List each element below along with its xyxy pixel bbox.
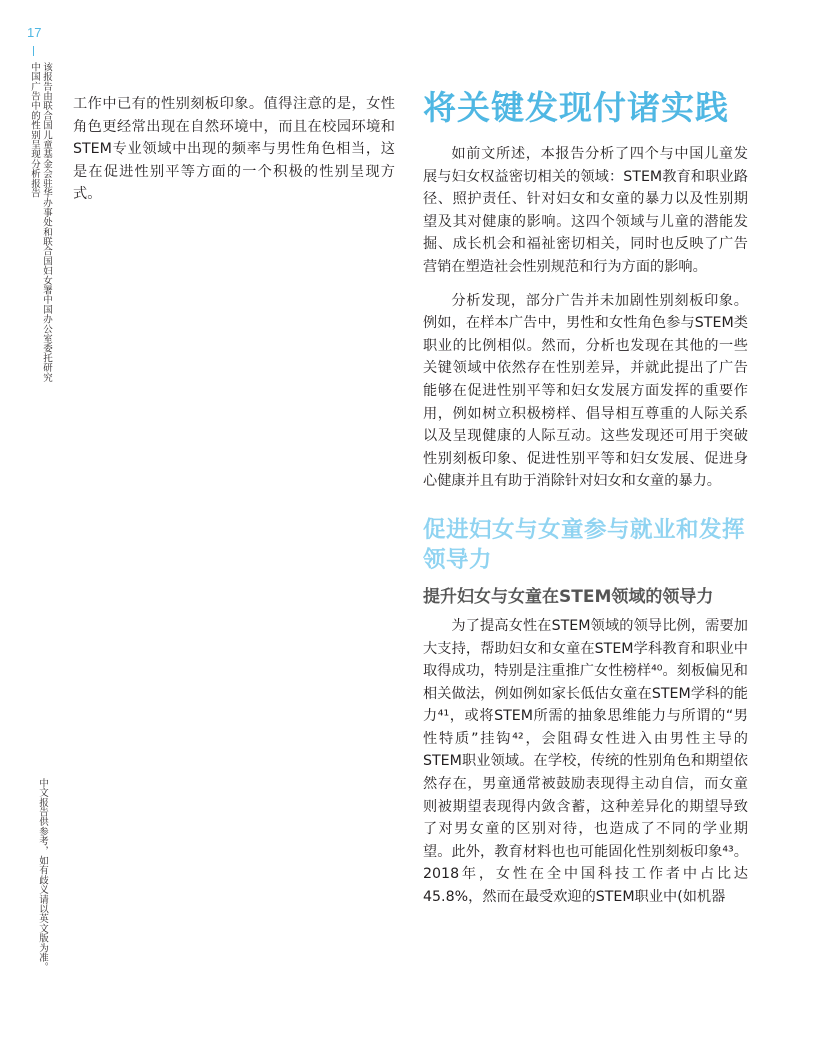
subsection-heading: 提升妇女与女童在STEM领域的领导力 (423, 586, 714, 607)
right-column (423, 86, 748, 909)
page-number-rule (33, 46, 34, 56)
section-heading: 促进妇女与女童参与就业和发挥领导力 (423, 516, 746, 573)
side-footer-disclaimer: 中文报告供参考，如有歧义请以英文版为准。 (37, 778, 48, 972)
side-header-commission-note: 该报告由联合国儿童基金会驻华办事处和联合国妇女署中国办公室委托研究 (41, 62, 52, 383)
side-header-report-title: 中国广告中的性别呈现分析报告 (29, 62, 40, 198)
left-paragraph: 工作中已有的性别刻板印象。值得注意的是，女性角色更经常出现在自然环境中，而且在校园环境和STEM专业领域中出现的频率与男性角色相当，这是在促进性别平等方面的一个积极的性别呈现方式。 (73, 96, 395, 203)
body-paragraph-2: 分析发现，部分广告并未加剧性别刻板印象。例如，在样本广告中，男性和女性角色参与STEM类职业的比例相似。然而，分析也发现在其他的一些关键领域中依然存在性别差异，并就此提出了广告能够在促进性别平等和妇女发展方面发挥的重要作用，例如树立积极榜样、倡导相互尊重的人际关系以及呈现健康的人际互动。这些发现还可用于突破性别刻板印象、促进性别平等和妇女发展、促进身心健康并且有助于消除针对妇女和女童的暴力。 (423, 292, 748, 490)
page-number: 17 (27, 25, 42, 40)
page-title: 将关键发现付诸实践 (423, 88, 729, 127)
paragraph-gap (423, 279, 748, 290)
body-paragraph-3: 为了提高女性在STEM领域的领导比例，需要加大支持，帮助妇女和女童在STEM学科教育和职业中取得成功，特别是注重推广女性榜样⁴⁰。刻板偏见和相关做法，例如例如家长低估女童在STEM学科的能力⁴¹，或将STEM所需的抽象思维能力与所谓的“男性特质”挂钩⁴²，会阻碍女性进入由男性主导的STEM职业领域。在学校，传统的性别角色和期望依然存在，男童通常被鼓励表现得主动自信，而女童则被期望表现得内敛含蓄，这种差异化的期望导致了对男女童的区别对待，也造成了不同的学业期望。此外，教育材料也也可能固化性别刻板印象⁴³。2018年，女性在全中国科技工作者中占比达45.8%，然而在最受欢迎的STEM职业中(如机器 (423, 617, 748, 906)
left-column (73, 93, 395, 206)
body-paragraph-1: 如前文所述，本报告分析了四个与中国儿童发展与妇女权益密切相关的领域：STEM教育和职业路径、照护责任、针对妇女和女童的暴力以及性别期望及其对健康的影响。这四个领域与儿童的潜能发掘、成长机会和福祉密切相关，同时也反映了广告营销在塑造社会性别规范和行为方面的影响。 (423, 146, 748, 275)
